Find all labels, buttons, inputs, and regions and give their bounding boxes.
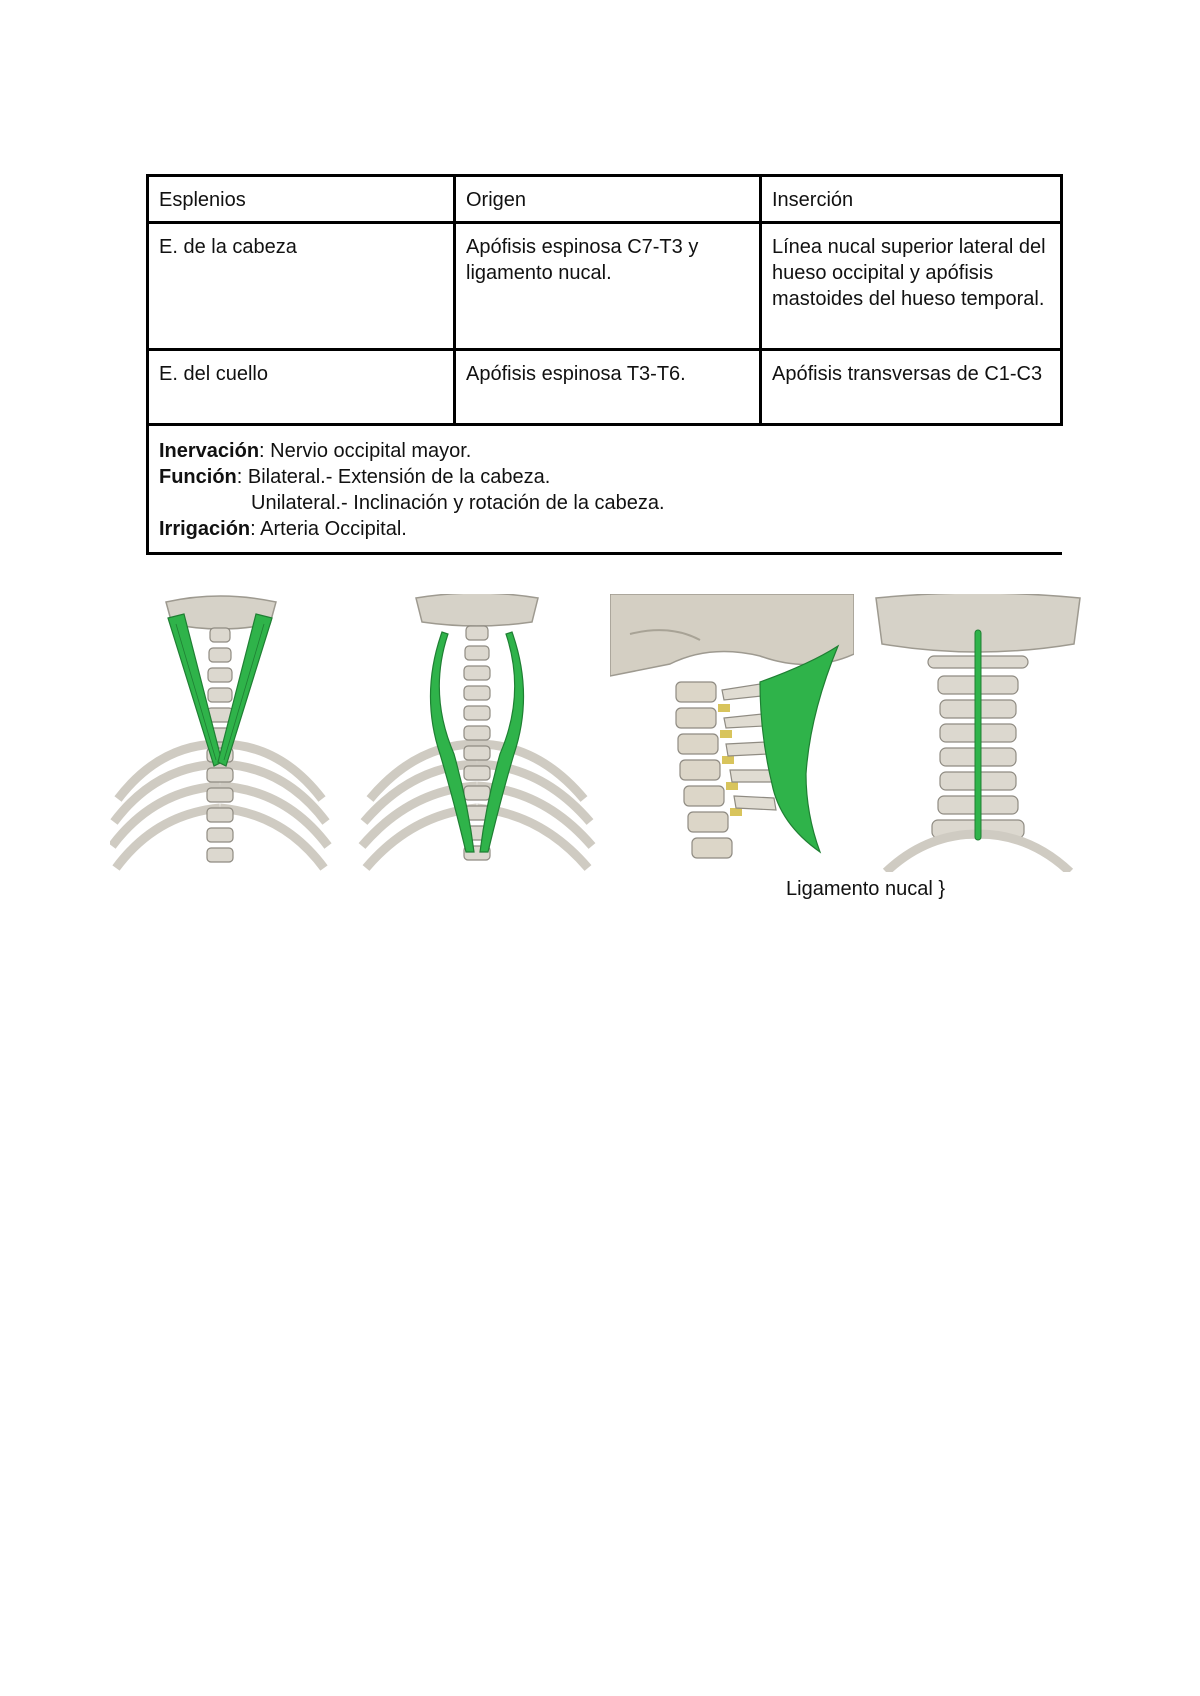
row-muscle-name: E. de la cabeza [148, 223, 455, 350]
row-insertion: Línea nucal superior lateral del hueso occipital y apófisis mastoides del hueso temporal. [761, 223, 1062, 350]
irrigation-value: : Arteria Occipital. [250, 518, 407, 540]
header-esplenios: Esplenios [148, 176, 455, 223]
splenius-table [146, 174, 1063, 555]
function-line [159, 464, 1052, 490]
function-unilateral-line: Unilateral.- Inclinación y rotación de la cabeza. [251, 492, 665, 514]
row-muscle-name: E. del cuello [148, 350, 455, 425]
splenius-capitis-illustration [110, 594, 340, 872]
table-row [148, 350, 1062, 425]
irrigation-line [159, 516, 1052, 542]
function-value: : Bilateral.- Extensión de la cabeza. [236, 466, 551, 488]
nuchal-ligament-lateral-illustration [610, 594, 854, 872]
innervation-value: : Nervio occipital mayor. [259, 440, 472, 462]
row-origin: Apófisis espinosa T3-T6. [455, 350, 761, 425]
table-row [148, 223, 1062, 350]
innervation-key: Inervación [159, 440, 260, 462]
table-info-row [148, 425, 1062, 554]
info-cell [148, 425, 1062, 554]
header-origen: Origen [455, 176, 761, 223]
function-key: Función [159, 466, 237, 488]
splenius-cervicis-illustration [356, 594, 598, 872]
header-insercion: Inserción [761, 176, 1062, 223]
table-header-row [148, 176, 1062, 223]
row-insertion: Apófisis transversas de C1-C3 [761, 350, 1062, 425]
nuchal-ligament-posterior-illustration [866, 594, 1090, 872]
row-origin: Apófisis espinosa C7-T3 y ligamento nucal. [455, 223, 761, 350]
innervation-line [159, 438, 1052, 464]
irrigation-key: Irrigación [159, 518, 251, 540]
anatomy-figures [110, 594, 1090, 872]
figure-caption: Ligamento nucal } [786, 878, 946, 900]
